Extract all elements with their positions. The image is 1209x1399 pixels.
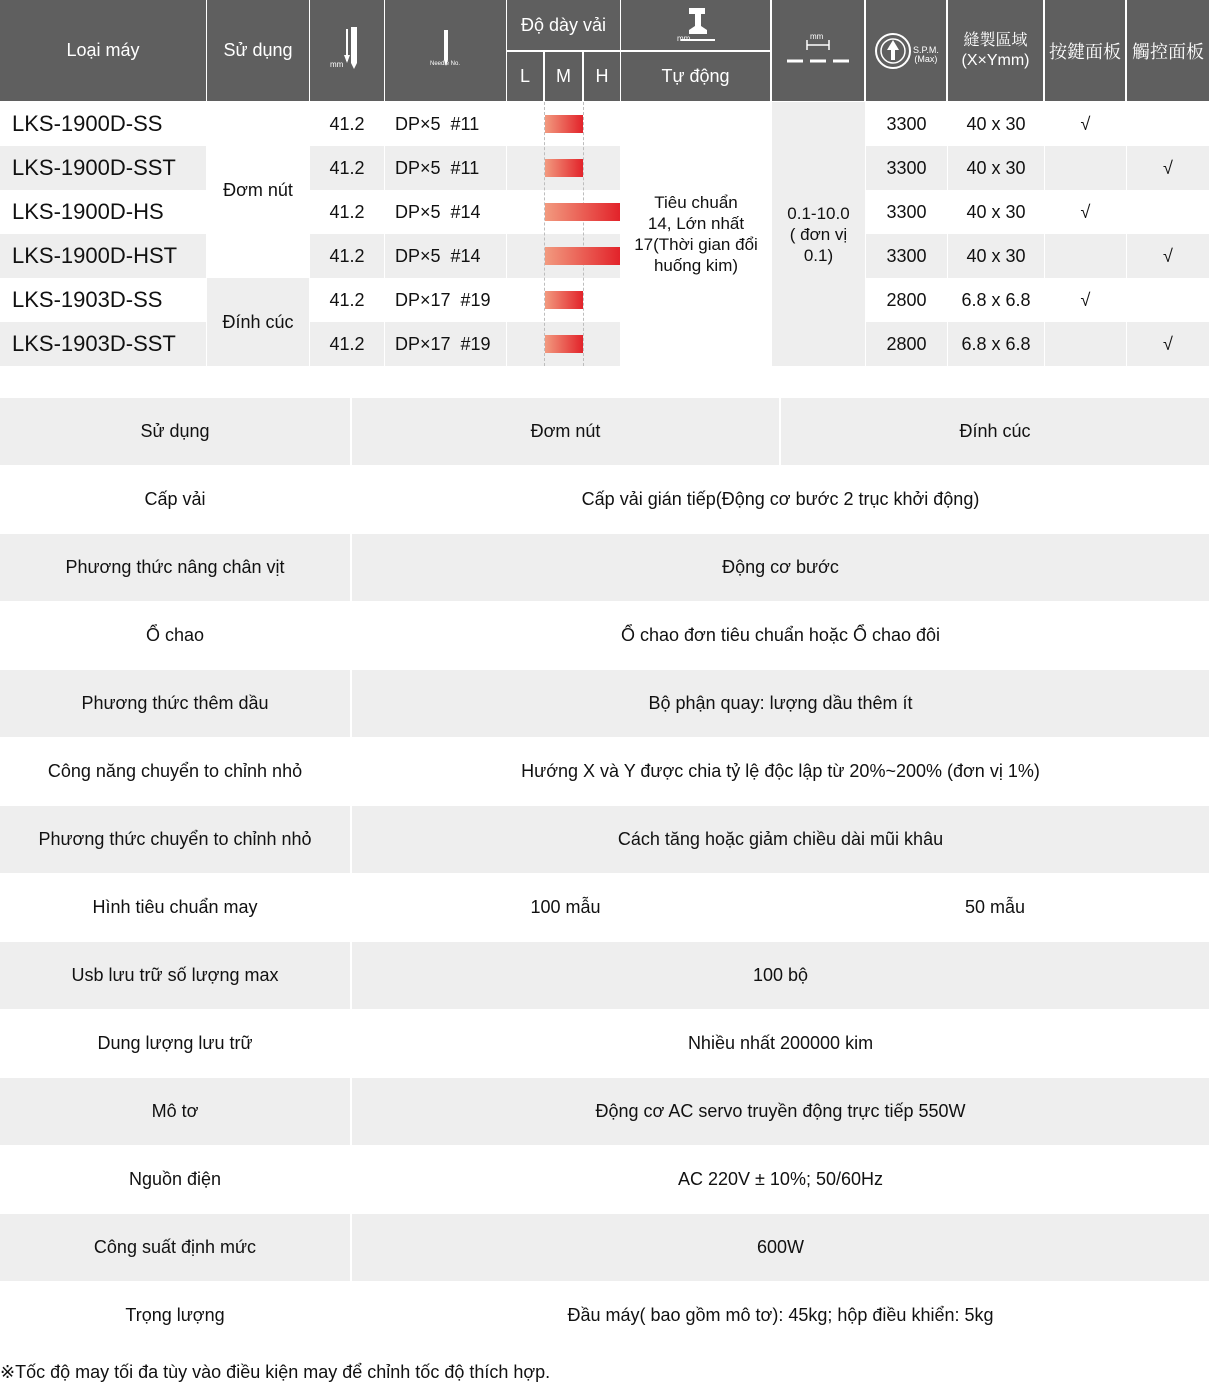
header-needle-length — [310, 0, 384, 101]
spec-value: 600W — [756, 1237, 805, 1257]
spec-value: Nhiều nhất 200000 kim — [687, 1033, 874, 1053]
keypad-check — [1045, 234, 1126, 278]
spec-label: Dung lượng lưu trữ — [97, 1033, 253, 1053]
needle-length-cell: 41.2 — [329, 113, 365, 134]
stitch-length-cell: 0.1-10.0 ( đơn vị 0.1) — [772, 102, 865, 366]
header-model — [0, 0, 206, 101]
spec-label: Sử dụng — [140, 421, 210, 441]
spm-label — [913, 46, 939, 64]
needle-no-cell: DP×5 #14 — [395, 201, 481, 222]
touch-check — [1127, 102, 1209, 146]
spm-cell: 2800 — [886, 333, 927, 354]
spm-cell: 2800 — [886, 289, 927, 310]
spec-value: Bộ phận quay: lượng dầu thêm ít — [648, 693, 913, 713]
thickness-bar — [545, 335, 583, 353]
keypad-check: √ — [1080, 113, 1091, 134]
thickness-divider — [583, 102, 584, 366]
spec-label: Usb lưu trữ số lượng max — [71, 965, 279, 985]
needle-length-unit: mm — [330, 60, 344, 69]
auto-label: Tự động — [661, 66, 730, 86]
thickness-bar — [545, 203, 620, 221]
header-spm — [866, 0, 946, 101]
spec-label: Mô tơ — [151, 1101, 199, 1121]
area-cell: 6.8 x 6.8 — [961, 333, 1031, 354]
header-sewing-area — [948, 0, 1043, 101]
model-cell: LKS-1900D-SS — [12, 111, 163, 136]
spm-label-line2: (Max) — [914, 54, 938, 64]
spec-value: 100 bộ — [752, 965, 809, 985]
spm-label-line1: S.P.M. — [913, 45, 939, 55]
needle-length-cell: 41.2 — [329, 245, 365, 266]
model-cell: LKS-1900D-HST — [12, 243, 178, 268]
sewing-area-label-2: (X×Ymm) — [961, 51, 1030, 69]
header-stitch-length — [772, 0, 864, 101]
needle-no-cell: DP×5 #14 — [395, 245, 481, 266]
needle-length-cell: 41.2 — [329, 157, 365, 178]
model-cell: LKS-1903D-SST — [12, 331, 176, 356]
header-usage — [207, 0, 309, 101]
spec-value: Cấp vải gián tiếp(Động cơ bước 2 trục khởi động) — [581, 489, 980, 509]
touch-label: 觸控面板 — [1132, 41, 1204, 62]
spec-label: Phương thức chuyển to chỉnh nhỏ — [38, 829, 312, 849]
needle-no-cell: DP×5 #11 — [395, 157, 480, 178]
spec-label: Trọng lượng — [125, 1305, 225, 1325]
thickness-bar — [545, 115, 583, 133]
area-cell: 40 x 30 — [966, 157, 1026, 178]
keypad-check: √ — [1080, 289, 1091, 310]
header-keypad — [1045, 0, 1125, 101]
thickness-l-label: L — [519, 66, 530, 86]
keypad-check — [1045, 146, 1126, 190]
needle-length-cell: 41.2 — [329, 289, 365, 310]
spm-cell: 3300 — [886, 201, 927, 222]
speed-icon — [872, 30, 914, 72]
header-thickness — [507, 0, 620, 50]
header-thickness-m — [545, 52, 582, 101]
stitch-length-unit: mm — [810, 32, 824, 41]
spec-value: Đính cúc — [959, 421, 1031, 441]
spec-label: Công năng chuyển to chỉnh nhỏ — [47, 761, 303, 781]
needle-length-cell: 41.2 — [329, 333, 365, 354]
presser-lift-cell: Tiêu chuẩn 14, Lớn nhất 17(Thời gian đổi huống kim) — [621, 102, 771, 366]
thickness-bar — [545, 247, 620, 265]
needle-no-cell: DP×17 #19 — [395, 289, 491, 310]
spec-label: Phương thức nâng chân vịt — [65, 557, 285, 577]
spec-value: 50 mẫu — [964, 897, 1026, 917]
thickness-bar — [545, 159, 583, 177]
thickness-h-label: H — [595, 66, 609, 86]
keypad-label: 按鍵面板 — [1049, 41, 1121, 62]
area-cell: 6.8 x 6.8 — [961, 289, 1031, 310]
keypad-check — [1045, 322, 1126, 366]
spm-cell: 3300 — [886, 157, 927, 178]
needle-length-icon — [317, 21, 377, 81]
header-thickness-l — [507, 52, 543, 101]
needle-no-cell: DP×5 #11 — [395, 113, 480, 134]
thickness-label: Độ dày vải — [520, 14, 607, 35]
thickness-m-label: M — [556, 66, 571, 86]
header-usage-label: Sử dụng — [223, 40, 293, 60]
header-needle-no — [385, 0, 506, 101]
spec-label: Phương thức thêm dầu — [81, 693, 269, 713]
spec-value: Cách tăng hoặc giảm chiều dài mũi khâu — [617, 829, 944, 849]
header-touch — [1127, 0, 1209, 101]
header-thickness-h — [584, 52, 620, 101]
touch-check — [1127, 278, 1209, 322]
thickness-divider — [544, 102, 545, 366]
model-cell: LKS-1900D-SST — [12, 155, 176, 180]
spec-value: Ổ chao đơn tiêu chuẩn hoặc Ổ chao đôi — [620, 625, 941, 645]
header-model-label: Loại máy — [66, 40, 140, 60]
spm-cell: 3300 — [886, 113, 927, 134]
spec-value: Đầu máy( bao gồm mô tơ): 45kg; hộp điều khiển: 5kg — [567, 1305, 994, 1325]
spec-label: Ổ chao — [145, 625, 205, 645]
spm-cell: 3300 — [886, 245, 927, 266]
usage-cell: Đính cúc — [207, 278, 309, 366]
spec-value: Động cơ bước — [722, 557, 839, 577]
touch-check: √ — [1163, 245, 1173, 266]
touch-check: √ — [1163, 157, 1173, 178]
spec-label: Hình tiêu chuẩn may — [92, 897, 258, 917]
needle-icon — [426, 26, 466, 76]
spec-label: Công suất định mức — [93, 1237, 257, 1257]
header-auto — [621, 52, 770, 101]
spec-value: 100 mẫu — [530, 897, 601, 917]
usage-cell: Đơm nút — [207, 102, 309, 278]
area-cell: 40 x 30 — [966, 113, 1026, 134]
sewing-area-label-1: 縫製區域 — [963, 31, 1028, 49]
area-cell: 40 x 30 — [966, 201, 1026, 222]
presser-lift-unit: mm — [677, 34, 691, 43]
keypad-check: √ — [1080, 201, 1091, 222]
header-presser-lift — [621, 0, 770, 50]
spec-value: Động cơ AC servo truyền động trực tiếp 550W — [595, 1101, 966, 1121]
spec-label: Cấp vải — [144, 489, 206, 509]
spec-value: AC 220V ± 10%; 50/60Hz — [678, 1169, 883, 1189]
spec-label: Nguồn điện — [128, 1169, 222, 1189]
needle-no-cell: DP×17 #19 — [395, 333, 491, 354]
area-cell: 40 x 30 — [966, 245, 1026, 266]
touch-check — [1127, 190, 1209, 234]
footnote: ※Tốc độ may tối đa tùy vào điều kiện may để chỉnh tốc độ thích hợp. — [0, 1362, 551, 1382]
model-cell: LKS-1900D-HS — [12, 199, 164, 224]
model-cell: LKS-1903D-SS — [12, 287, 163, 312]
spec-value: Đơm nút — [530, 421, 601, 441]
touch-check: √ — [1163, 333, 1173, 354]
needle-length-cell: 41.2 — [329, 201, 365, 222]
spec-value: Hướng X và Y được chia tỷ lệ độc lập từ 20%~200% (đơn vị 1%) — [521, 761, 1040, 781]
needle-no-label: Needle No. — [430, 61, 461, 67]
thickness-bar — [545, 291, 583, 309]
